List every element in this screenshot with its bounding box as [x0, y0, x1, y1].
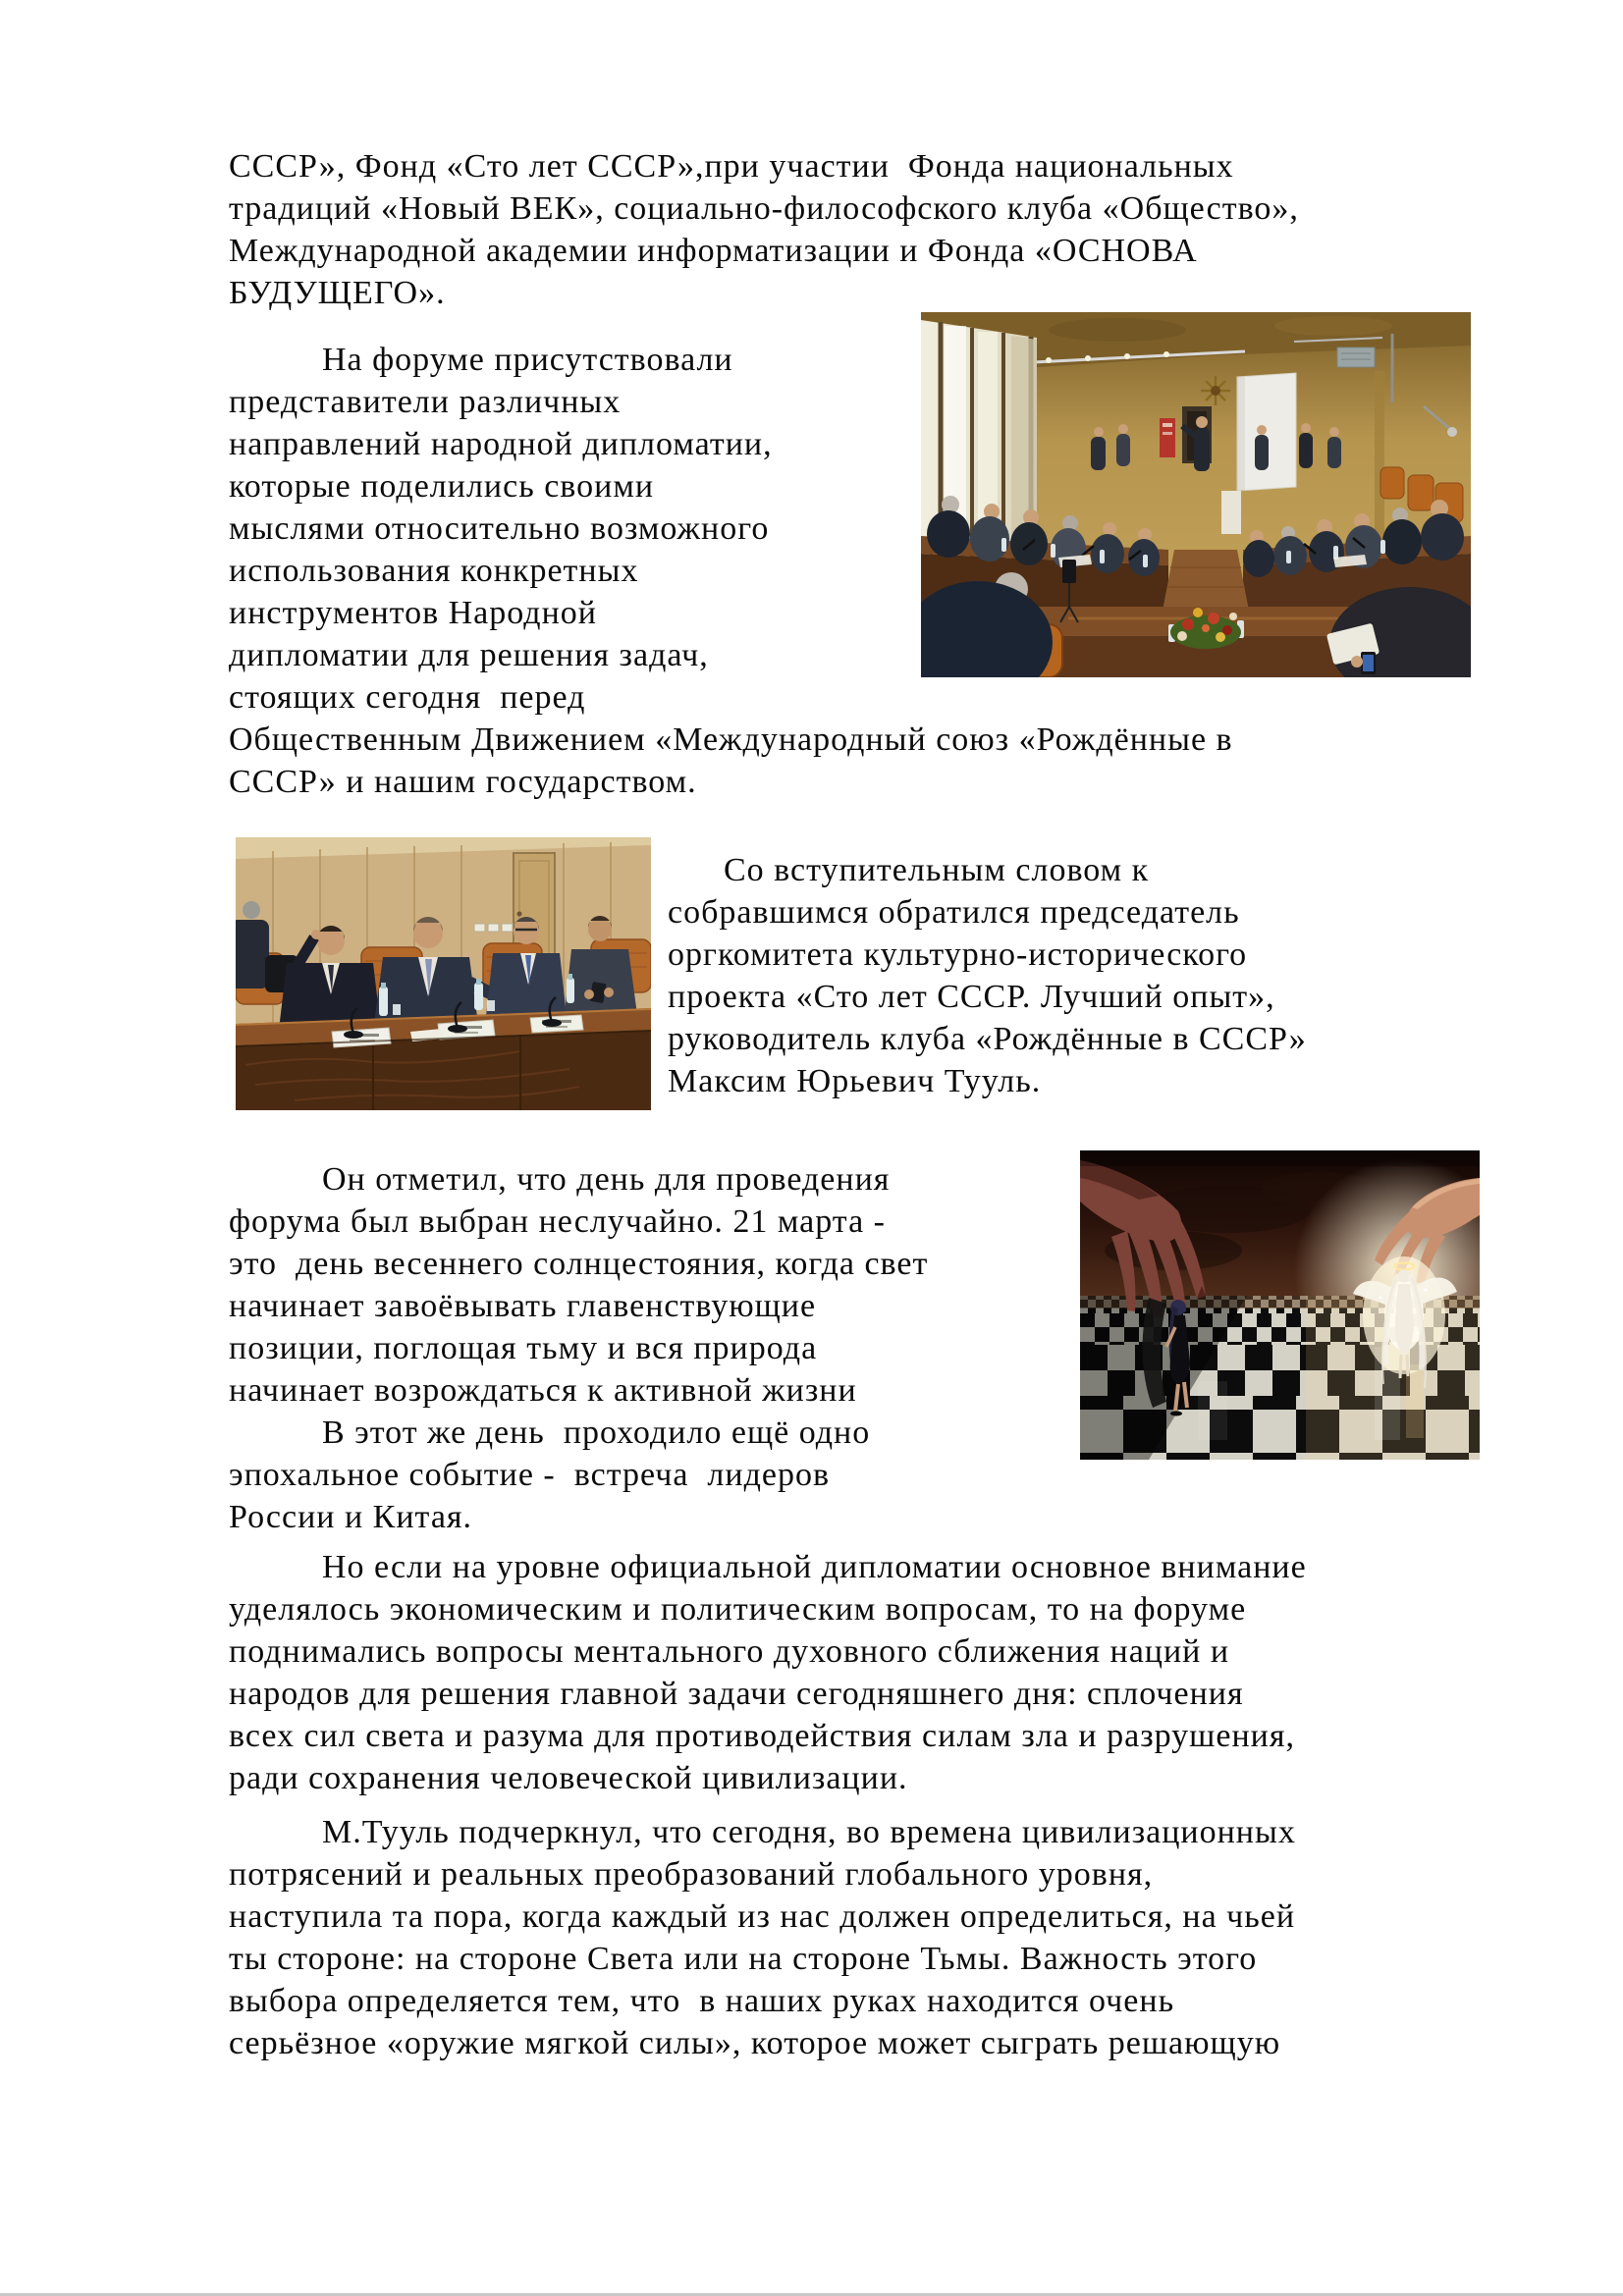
text-line: всех сил света и разума для противодействия силам зла и разрушения,: [229, 1718, 1295, 1754]
text-line: направлений народной дипломатии,: [229, 426, 773, 462]
text-line: начинает возрождаться к активной жизни: [229, 1372, 857, 1409]
phone-on-tripod: [1062, 560, 1076, 583]
text-line: серьёзное «оружие мягкой силы», которое может сыграть решающую: [229, 2025, 1281, 2061]
text-line: представители различных: [229, 384, 622, 420]
paragraph-forum-attendees-continued: [229, 719, 1233, 803]
text-line: дипломатии для решения задач,: [229, 637, 709, 673]
text-line: проекта «Сто лет СССР. Лучший опыт»,: [668, 979, 1275, 1015]
text-line: На форуме присутствовали: [229, 342, 733, 378]
paragraph-opening-speech: [668, 849, 1307, 1102]
paragraph-diplomacy-topics: [229, 1546, 1307, 1799]
text-line: Со вступительным словом к: [668, 852, 1150, 888]
paragraph-forum-attendees: [229, 339, 773, 719]
text-line: ты стороне: на стороне Света или на стороне Тьмы. Важность этого: [229, 1941, 1258, 1977]
photo-presidium: [236, 837, 651, 1110]
text-line: Но если на уровне официальной дипломатии основное внимание: [229, 1549, 1307, 1585]
center-aisle-floor: [1163, 550, 1249, 611]
text-line: СССР» и нашим государством.: [229, 764, 697, 800]
text-line: использования конкретных: [229, 553, 639, 589]
text-line: ради сохранения человеческой цивилизации.: [229, 1760, 908, 1796]
photo-conference-hall: [921, 312, 1471, 677]
text-line: форума был выбран неслучайно. 21 марта -: [229, 1203, 886, 1240]
text-line: уделялось экономическим и политическим вопросам, то на форуме: [229, 1591, 1247, 1628]
wall-lamp: [1447, 427, 1457, 437]
text-line: потрясений и реальных преобразований глобального уровня,: [229, 1856, 1154, 1893]
text-line: Международной академии информатизации и Фонда «ОСНОВА: [229, 233, 1198, 269]
projection-screen: [1237, 373, 1296, 491]
text-line: поднимались вопросы ментального духовного сближения наций и: [229, 1633, 1230, 1670]
text-line: традиций «Новый ВЕК», социально-философского клуба «Общество»,: [229, 190, 1299, 227]
presidium-illustration: [236, 837, 651, 1110]
text-line: позиции, поглощая тьму и вся природа: [229, 1330, 818, 1366]
text-line: собравшимся обратился председатель: [668, 894, 1240, 931]
flipchart: [1221, 491, 1241, 534]
conference-hall-illustration: [921, 312, 1471, 677]
wall-sockets: [474, 924, 513, 932]
text-line: начинает завоёвывать главенствующие: [229, 1288, 817, 1324]
text-line: Он отметил, что день для проведения: [229, 1161, 891, 1198]
text-line: это день весеннего солнцестояния, когда свет: [229, 1246, 929, 1282]
text-line: наступила та пора, когда каждый из нас должен определиться, на чьей: [229, 1898, 1296, 1935]
text-line: СССР», Фонд «Сто лет СССР»,при участии Фонда национальных: [229, 148, 1234, 185]
text-line: мыслями относительно возможного: [229, 510, 770, 547]
paragraph-forum-date: [229, 1158, 928, 1538]
paragraph-intro: [229, 145, 1299, 314]
photo-light-vs-darkness: [1080, 1150, 1480, 1460]
text-line: эпохальное событие - встреча лидеров: [229, 1457, 831, 1493]
text-line: Максим Юрьевич Тууль.: [668, 1063, 1042, 1099]
text-line: Общественным Движением «Международный союз «Рождённые в: [229, 721, 1233, 758]
paragraph-tuul-statement: [229, 1811, 1296, 2064]
text-line: оргкомитета культурно-исторического: [668, 936, 1248, 973]
text-line: руководитель клуба «Рождённые в СССР»: [668, 1021, 1307, 1057]
text-line: народов для решения главной задачи сегодняшнего дня: сплочения: [229, 1676, 1244, 1712]
ac-vent: [1337, 347, 1375, 367]
text-line: БУДУЩЕГО».: [229, 275, 446, 311]
text-line: инструментов Народной: [229, 595, 597, 631]
text-line: стоящих сегодня перед: [229, 679, 586, 716]
text-line: выбора определяется тем, что в наших руках находится очень: [229, 1983, 1175, 2019]
text-line: В этот же день проходило ещё одно: [229, 1415, 871, 1451]
background-person: [243, 901, 260, 919]
text-line: которые поделились своими: [229, 468, 655, 505]
text-line: России и Китая.: [229, 1499, 473, 1535]
light-vs-darkness-illustration: [1080, 1150, 1480, 1460]
text-line: М.Тууль подчеркнул, что сегодня, во времена цивилизационных: [229, 1814, 1296, 1850]
